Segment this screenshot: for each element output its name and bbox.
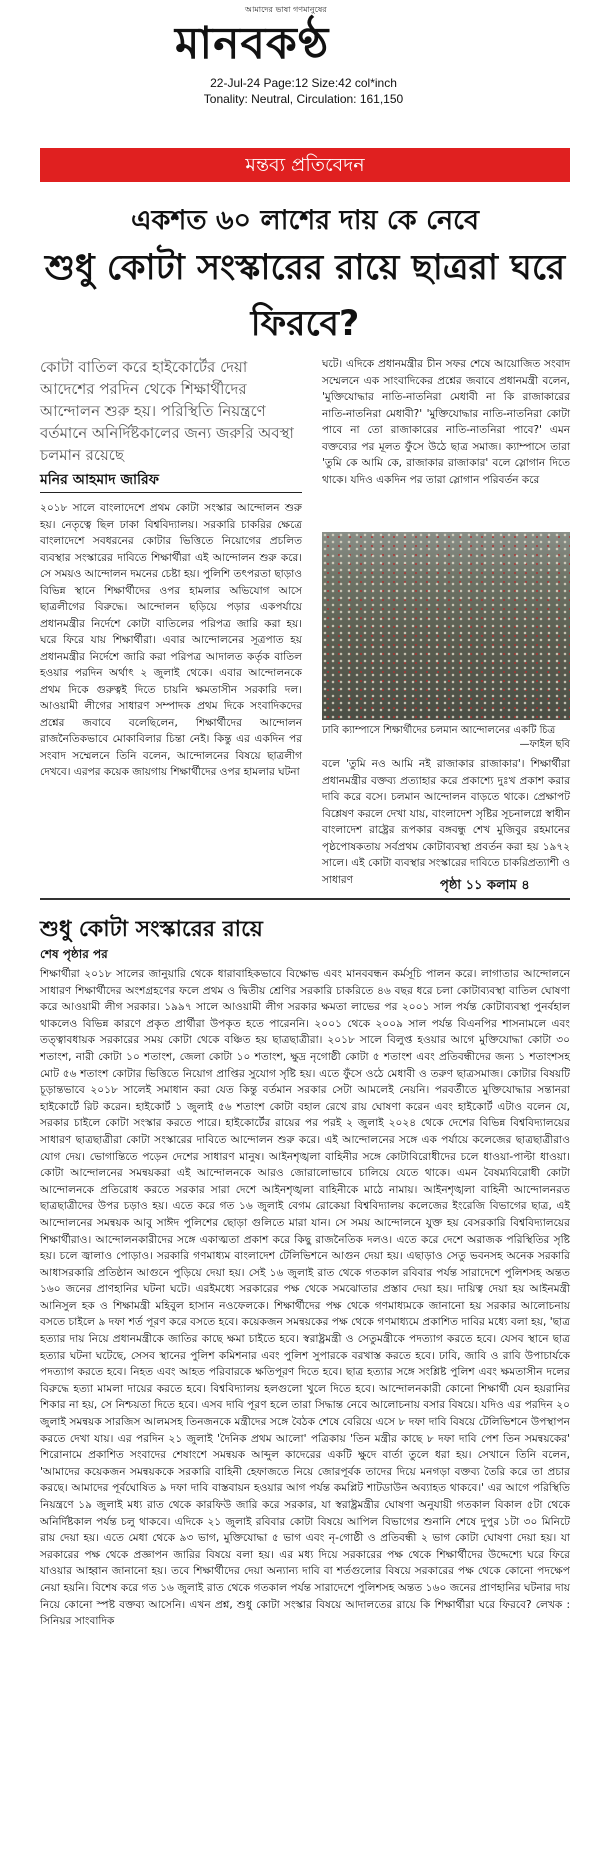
photo-caption-text: ঢাবি ক্যাম্পাসে শিক্ষার্থীদের চলমান আন্দোলনের একটি চিত্র	[322, 725, 556, 736]
crowd-texture	[322, 532, 570, 720]
continuation-headline: শুধু কোটা সংস্কারের রায়ে	[40, 917, 263, 942]
continuation-body-text: শিক্ষার্থীরা ২০১৮ সালের জানুয়ারি থেকে ধারাবাহিকভাবে বিক্ষোভ এবং মানববন্ধন কর্মসূচি পালন করে। লাগাতার আন্দোলনে সাধারণ শিক্ষার্থীদের অংশগ্রহণের ফলে প্রথম ও দ্বিতীয় শ্রেণির সরকারি চাকরিতে ৪৬ বছর ধরে চলা কোটাব্যবস্থা বাতিল ঘোষণা করে আওয়ামী লীগ সরকার। ১৯৯৭ সালে আওয়ামী লীগ সরকার ক্ষমতা লাভের পর ২০০১ সাল পর্যন্ত কোটাব্যবস্থা পুনর্বহাল থাকলেও বিভিন্ন কারণে প্রকৃত প্রার্থীরা উপকৃত হতে পারেননি। ২০০১ থেকে ২০০৯ সাল পর্যন্ত বিএনপির শাসনামলে এবং তত্ত্বাবধায়ক সরকারের সময় কোটা থেকে বঞ্চিত হয় ছাত্রছাত্রীরা। ২০১৮ সালে বিলুপ্ত হওয়ার আগে মুক্তিযোদ্ধা কোটা ৩০ শতাংশ, নারী কোটা ১০ শতাংশ, জেলা কোটা ১০ শতাংশ, ক্ষুদ্র নৃগোষ্ঠী কোটা ৫ শতাংশ এবং প্রতিবন্ধীদের জন্য ১ শতাংশসহ মোট ৫৬ শতাংশ কোটার ভিত্তিতে নিয়োগ প্রাপ্তির সুযোগ সৃষ্টি হয়। এতে ফুঁসে ওঠে মেধাবী ও তরুণ ছাত্রসমাজ। কোটার বিষয়টি চূড়ান্তভাবে ২০১৮ সালেই সমাধান করা যেত কিন্তু বর্তমান সরকার সেটা আমলেই নেয়নি। পরবর্তীতে মুক্তিযোদ্ধার সন্তানরা হাইকোর্টে রিট করেন। হাইকোর্ট ১ জুলাই ৫৬ শতাংশ কোটা বহাল রেখে রায় ঘোষণা করেন এবং হাইকোর্ট এটাও বলেন যে, সরকার চাইলে কোটা সংস্কার করতে পারে। হাইকোর্টের রায়ের পর পরই ২ জুলাই ২০২৪ থেকে দেশের বিভিন্ন বিশ্ববিদ্যালয়ের সাধারণ ছাত্রছাত্রীরা কোটা সংস্কারের দাবিতে আন্দোলন শুরু করে। এই আন্দোলনের সঙ্গে এক পর্যায়ে কলেজের ছাত্রছাত্রীরাও যোগ দেয়। ভোগান্তিতে পড়েন দেশের সাধারণ মানুষ। আইনশৃঙ্খলা বাহিনীর সঙ্গে কোটাবিরোধীদের চলে ধাওয়া-পাল্টা ধাওয়া। কোটা আন্দোলনের সমন্বয়করা এই আন্দোলনকে আরও জোরালোভাবে চালিয়ে যেতে থাকে। এমন বৈষম্যবিরোধী কোটা আন্দোলনকে প্রতিরোধ করতে সরকার সারা দেশে আইনশৃঙ্খলা বাহিনীকে মাঠে নামায়। আইনশৃঙ্খলা বাহিনী আন্দোলনরত ছাত্রছাত্রীদের উপর চড়াও হয়। এতে করে গত ১৬ জুলাই বেগম রোকেয়া বিশ্ববিদ্যালয় কলেজের ইংরেজি বিভাগের ছাত্র, এই আন্দোলনের সমন্বয়ক আবু সাঈদ পুলিশের ছোড়া গুলিতে মারা যান। সে সময় আন্দোলনে যুক্ত হয় বেসরকারি বিশ্ববিদ্যালয়ের শিক্ষার্থীরাও। আন্দোলনকারীদের সঙ্গে একাত্মতা প্রকাশ করে কিছু রাজনৈতিক দলও। এতে করে দেশে অরাজক পরিস্থিতির সৃষ্টি হয়। চলে জ্বালাও পোড়াও। সরকারি গণমাধ্যম বাংলাদেশ টেলিভিশনে আগুন দেয়া হয়। এছাড়াও সেতু ভবনসহ অনেক সরকারি আধাসরকারি প্রতিষ্ঠান আগুনে পুড়িয়ে দেয়া হয়। সেই ১৬ জুলাই রাত থেকে গতকাল রবিবার পর্যন্ত সারাদেশে পুলিশসহ অন্তত ১৬০ জনের প্রাণহানির ঘটনা ঘটে। এরইমধ্যে সরকারের পক্ষ থেকে সমঝোতার প্রস্তাব দেয়া হয়। দায়িত্ব দেয়া হয় আইনমন্ত্রী আনিসুল হক ও শিক্ষামন্ত্রী মহিবুল হাসান নওফেলকে। শিক্ষার্থীদের পক্ষ থেকে গণমাধ্যমকে জানানো হয় সরকার আলোচনায় বসতে চাইলে ৯ দফা শর্ত পূরণ করে বসতে হবে। কয়েকজন সমন্বয়কের পক্ষ থেকে গণমাধ্যমে প্রকাশিত দাবির মধ্যে বলা হয়, 'ছাত্র হত্যার দায় নিয়ে প্রধানমন্ত্রীকে জাতির কাছে ক্ষমা চাইতে হবে। স্বরাষ্ট্রমন্ত্রী ও সেতুমন্ত্রীকে পদত্যাগ করতে হবে। যেসব স্থানে ছাত্র হত্যার ঘটনা ঘটেছে, সেসব স্থানের পুলিশ কমিশনার এবং পুলিশ সুপারকে বরখাস্ত করতে হবে। ঢাবি, জাবি ও রাবি উপাচার্যকে পদত্যাগ করতে হবে। নিহত এবং আহত পরিবারকে ক্ষতিপূরণ দিতে হবে। ছাত্র হত্যার সঙ্গে সংশ্লিষ্ট পুলিশ এবং ক্ষমতাসীন দলের বিরুদ্ধে হত্যা মামলা দায়ের করতে হবে। বিশ্ববিদ্যালয় হলগুলো খুলে দিতে হবে। আন্দোলনকারী কোনো শিক্ষার্থী যেন হয়রানির শিকার না হয়, সে নিশ্চয়তা দিতে হবে। এসব দাবি পূরণ হলে তারা সিদ্ধান্ত নেবে আলোচনায় বসার বিষয়ে। যদিও এর পরদিন ২০ জুলাই সমন্বয়ক সারজিস আলমসহ তিনজনকে মন্ত্রীদের সঙ্গে বৈঠক শেষে বেরিয়ে এসে ৮ দফা দাবি বিষয়ে টেলিভিশনে উপস্থাপন করতে দেখা যায়। এর পরদিন ২১ জুলাই 'দৈনিক প্রথম আলো' পত্রিকায় 'তিন মন্ত্রীর কাছে ৮ দফা দাবি পেশ তিন সমন্বয়কের' শিরোনামে প্রকাশিত সংবাদের শেষাংশে সমন্বয়ক আব্দুল কাদেরের একটি ক্ষুদে বার্তা তুলে ধরা হয়। সেখানে তিনি বলেন, 'আমাদের কয়েকজন সমন্বয়ককে সরকারি বাহিনী হেফাজতে নিয়ে জোরপূর্বক তাদের দিয়ে মনগড়া বক্তব্য তৈরি করে তা প্রচার করছে। আমাদের পূর্বঘোষিত ৯ দফা দাবি বাস্তবায়ন হওয়ার আগ পর্যন্ত কমপ্লিট শাটডাউন অব্যাহত থাকবে।' এর আগে পরিস্থিতি নিয়ন্ত্রণে ১৯ জুলাই মধ্য রাত থেকে কারফিউ জারি করে সরকার, যা স্বরাষ্ট্রমন্ত্রীর ঘোষণা অনুযায়ী গতকাল বিকাল ৫টা থেকে অনির্দিষ্টকাল পর্যন্ত চলু থাকবে। এদিকে ২১ জুলাই রবিবার কোটা বিষয়ে আপিল বিভাগের শুনানি শেষে দুপুর ১টা ৩০ মিনিটে রায় দেয়া হয়। এতে মেধা থেকে ৯৩ ভাগ, মুক্তিযোদ্ধা ৫ ভাগ এবং নৃ-গোষ্ঠী ও প্রতিবন্ধী ২ ভাগ কোটা ঘোষণা দেয়া হয়। যা সরকারের পক্ষ থেকে প্রজ্ঞাপন জারির বিষয়ে বলা হয়। এর মধ্য দিয়ে সরকারের পক্ষ থেকে শিক্ষার্থীদের উদ্দেশ্যে ঘরে ফিরে যাওয়ার আহ্বান জানানো হয়। তবে শিক্ষার্থীদের দেয়া অন্যান্য দাবি বা শর্তগুলোর বিষয়ে সরকারের পক্ষ থেকে কোনো পদক্ষেপ নেয়া হয়নি। বিশেষ করে গত ১৬ জুলাই রাত থেকে গতকাল পর্যন্ত সারাদেশে পুলিশসহ অন্তত ১৬০ জনের প্রাণহানির ঘটনার দায় নিয়ে কোনো স্পষ্ট বক্তব্য আসেনি। এখন প্রশ্ন, শুধু কোটা সংস্কার বিষয়ে আদালতের রায়ে কি শিক্ষার্থীরা ঘরে ফিরবে?	[40, 968, 571, 1611]
section-separator	[40, 898, 570, 900]
article-kicker: একশত ৬০ লাশের দায় কে নেবে	[130, 205, 480, 236]
clipping-meta-line1: 22-Jul-24 Page:12 Size:42 col*inch	[210, 76, 397, 90]
article-headline: শুধু কোটা সংস্কারের রায়ে ছাত্ররা ঘরে ফিরবে?	[44, 248, 566, 344]
protest-crowd-photo	[322, 532, 570, 720]
section-banner: মন্তব্য প্রতিবেদন	[40, 148, 570, 182]
masthead-tagline: আমাদের ভাষা গণমানুষের	[245, 5, 327, 14]
author-note: লেখক : সিনিয়র সাংবাদিক	[40, 1598, 571, 1628]
byline-divider	[40, 492, 302, 493]
continuation-body	[40, 966, 570, 1834]
article-body-right-column-top: ঘটে। এদিকে প্রধানমন্ত্রীর চীন সফর শেষে আয়োজিত সংবাদ সম্মেলনে এক সাংবাদিকের প্রশ্নের জবাবে প্রধানমন্ত্রী বলেন, 'মুক্তিযোদ্ধার নাতি-নাতনিরা মেধাবী না কি রাজাকারের নাতি-নাতনিরা মেধাবী?' 'মুক্তিযোদ্ধার নাতি-নাতনিরা কোটা পাবে না তো রাজাকারের নাতি-নাতনিরা পাবে?' এমন বক্তব্যের পর মূলত ফুঁসে উঠে ছাত্র সমাজ। ক্যাম্পাসে তারা 'তুমি কে আমি কে, রাজাকার রাজাকার' বলে স্লোগান দিতে থাকে। যদিও একদিন পর তারা স্লোগান পরিবর্তন করে	[322, 358, 570, 486]
masthead	[0, 0, 607, 120]
jump-label: পৃষ্ঠা ১১ কলাম ৪	[440, 878, 530, 893]
clipping-meta-line2: Tonality: Neutral, Circulation: 161,150	[203, 92, 404, 106]
continuation-subhead: শেষ পৃষ্ঠার পর	[40, 947, 108, 961]
article-body-right-column-bottom: বলে 'তুমি নও আমি নই রাজাকার রাজাকার'। শিক্ষার্থীরা প্রধানমন্ত্রীর বক্তব্য প্রত্যাহার করে প্রকাশ্যে দুঃখ প্রকাশ করার দাবি করে বসে। চলমান আন্দোলন বাড়তে থাকে। প্রেক্ষাপট বিশ্লেষণ করলে দেখা যায়, বাংলাদেশ সৃষ্টির সূচনালগ্নে স্বাধীন বাংলাদেশ রাষ্ট্রের রূপকার বঙ্গবন্ধু শেখ মুজিবুর রহমানের পৃষ্ঠপোষকতায় সর্বপ্রথম কোটাব্যবস্থা প্রবর্তন করা হয় ১৯৭২ সালে। এই কোটা ব্যবস্থার সংস্কারের দাবিতে চাকরিপ্রত্যাশী ও সাধারণ	[322, 758, 570, 886]
article-byline: মনির আহমাদ জারিফ	[40, 472, 159, 488]
newspaper-logo: মানবকণ্ঠ	[175, 18, 330, 69]
photo-caption	[322, 724, 570, 752]
photo-credit: —ফাইল ছবি	[519, 739, 570, 750]
article-body-left-column: ২০১৮ সালে বাংলাদেশে প্রথম কোটা সংস্কার আন্দোলন শুরু হয়। নেতৃত্বে ছিল ঢাকা বিশ্ববিদ্যালয়। সরকারি চাকরির ক্ষেত্রে বাংলাদেশে সবধরনের কোটার ভিত্তিতে নিয়োগের প্রচলিত ব্যবস্থার সংস্কারের দাবিতে শিক্ষার্থীরা এই আন্দোলন শুরু করে। সে সময়ও আন্দোলন দমনের চেষ্টা হয়। পুলিশি তৎপরতা ছাড়াও বিভিন্ন স্থানে শিক্ষার্থীদের ওপর হামলার অভিযোগ আসে ছাত্রলীগের বিরুদ্ধে। আন্দোলন ছড়িয়ে পড়ার একপর্যায়ে প্রধানমন্ত্রীর নির্দেশে কোটা বাতিলের পরিপত্র জারি করা হয়। ঘরে ফিরে যায় শিক্ষার্থীরা। এবার আন্দোলনের সূত্রপাত হয় প্রধানমন্ত্রীর নির্দেশে জারি করা পরিপত্র আদালত কর্তৃক বাতিল হওয়ার পরদিন অর্থাৎ ২ জুলাই থেকে। এবার আন্দোলনকে প্রথম দিকে গুরুত্বই দিতে চায়নি ক্ষমতাসীন সরকারি দল। আওয়ামী লীগের সাধারণ সম্পাদক প্রথম দিকে সংবাদিকদের প্রশ্নের জবাবে বলেছিলেন, শিক্ষার্থীদের আন্দোলন রাজনৈতিকভাবে মোকাবিলার চিন্তা নেই। কিন্তু এর একদিন পর সংবাদ সম্মেলনে তিনি বলেন, আন্দোলনের বিষয়ে ছাত্রলীগ দেখবে। এরপর কয়েক জায়গায় শিক্ষার্থীদের ওপর হামলার ঘটনা	[40, 502, 302, 778]
article-intro: কোটা বাতিল করে হাইকোর্টের দেয়া আদেশের পরদিন থেকে শিক্ষার্থীদের আন্দোলন শুরু হয়। পরিস্থিতি নিয়ন্ত্রণে বর্তমানে অনির্দিষ্টকালের জন্য জরুরি অবস্থা চলমান রয়েছে	[40, 358, 294, 464]
